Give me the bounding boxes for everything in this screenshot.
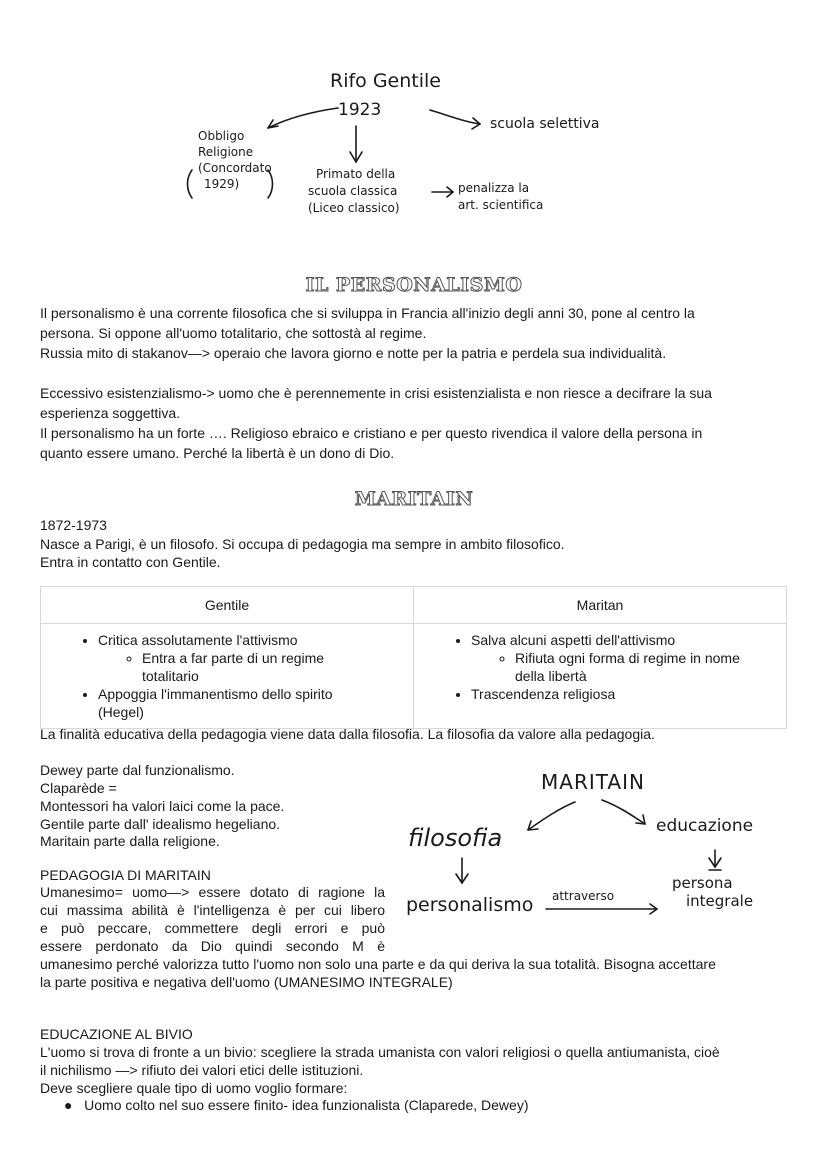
text-line: persona. Si oppone all'uomo totalitario, che sottostà al regime. (40, 325, 427, 341)
text-line: il nichilismo —> rifiuto dei valori etici delle istituzioni. (40, 1062, 364, 1078)
bullet-icon: ● (64, 1097, 73, 1113)
text-line: cui massima abilità è l'intelligenza è per cui libero (40, 902, 385, 918)
maritain-diagram-educazione: educazione (656, 816, 754, 836)
text-line: Gentile parte dall' idealismo hegeliano. (40, 816, 281, 832)
text-line: Entra in contatto con Gentile. (40, 554, 221, 570)
maritain-diagram-personalismo: personalismo (406, 894, 534, 916)
text-line: Russia mito di stakanov—> operaio che lavora giorno e notte per la patria e perdela sua individualità. (40, 345, 667, 361)
diagram-title: Rifo Gentile (330, 70, 441, 92)
table-header-gentile: Gentile (41, 587, 414, 624)
diagram-scuola-selettiva: scuola selettiva (490, 116, 600, 132)
finalita-text: La finalità educativa della pedagogia viene data dalla filosofia. La filosofia da valore alla pedagogia. (40, 726, 655, 742)
text-line: Il personalismo è una corrente filosofica che si sviluppa in Francia all'inizio degli anni 30, pone al centro la (40, 305, 695, 321)
list-item: • Appoggia l'immanentismo dello spirito (Hegel) (98, 685, 412, 721)
maritain-diagram-persona-integrale: persona integrale (672, 874, 754, 910)
text-line: e può peccare, commettere degli errori e può (40, 920, 385, 936)
list-item: • Critica assolutamente l'attivismo ◦ Entra a far parte di un regime totalitario (98, 631, 412, 685)
text-line: essere perdonato da Dio quindi secondo M è (40, 938, 385, 954)
diagram-year: 1923 (338, 100, 382, 120)
text-line: Il personalismo ha un forte …. Religioso ebraico e cristiano e per questo rivendica il valore della persona in (40, 425, 703, 441)
maritain-heading: MARITAIN (354, 488, 474, 510)
maritain-diagram-filosofia: filosofia (408, 824, 503, 852)
diagram-obbligo: Obbligo Religione (Concordato 1929) (198, 129, 272, 191)
diagram-penalizza: penalizza la art. scientifica (458, 181, 544, 212)
table-header-maritan: Maritan (414, 587, 787, 624)
pedagogia-title: PEDAGOGIA DI MARITAIN (40, 867, 211, 883)
list-item: ◦ Rifiuta ogni forma di regime in nome della libertà (515, 649, 785, 685)
personalismo-heading: IL PERSONALISMO (305, 274, 523, 296)
text-line: la parte positiva e negativa dell'uomo (UMANESIMO INTEGRALE) (40, 974, 453, 990)
list-item: ◦ Entra a far parte di un regime totalitario (142, 649, 412, 685)
maritain-diagram-center: MARITAIN (541, 770, 645, 794)
text-line: 1872-1973 (40, 517, 107, 533)
maritain-diagram-attraverso: attraverso (552, 889, 615, 903)
text-line: Eccessivo esistenzialismo-> uomo che è perennemente in crisi esistenzialista e non riesce a decifrare la sua (40, 385, 712, 401)
list-item: • Salva alcuni aspetti dell'attivismo ◦ Rifiuta ogni forma di regime in nome della libertà (471, 631, 785, 685)
diagram-primato: Primato della scuola classica (Liceo classico) (308, 167, 400, 215)
list-item: • Trascendenza religiosa (471, 685, 785, 703)
text-line: Nasce a Parigi, è un filosofo. Si occupa di pedagogia ma sempre in ambito filosofico. (40, 536, 565, 552)
text-line: L'uomo si trova di fronte a un bivio: scegliere la strada umanista con valori religiosi o quella antiumanista, cioè (40, 1044, 720, 1060)
text-line: Montessori ha valori laici come la pace. (40, 798, 285, 814)
text-line: Umanesimo= uomo—> essere dotato di ragione la (40, 884, 385, 900)
text-line: Dewey parte dal funzionalismo. (40, 762, 235, 778)
text-line: esperienza soggettiva. (40, 405, 181, 421)
text-line: Maritain parte dalla religione. (40, 833, 220, 849)
list-item: ● Uomo colto nel suo essere finito- idea funzionalista (Claparede, Dewey) (64, 1097, 529, 1113)
text-line: Claparède = (40, 780, 117, 796)
text-line: umanesimo perché valorizza tutto l'uomo non solo una parte e da qui deriva la sua totalità. Bisogna accettare (40, 956, 716, 972)
text-line: Deve scegliere quale tipo di uomo voglio formare: (40, 1080, 348, 1096)
text-line: quanto essere umano. Perché la libertà è un dono di Dio. (40, 445, 395, 461)
bivio-title: EDUCAZIONE AL BIVIO (40, 1026, 193, 1042)
